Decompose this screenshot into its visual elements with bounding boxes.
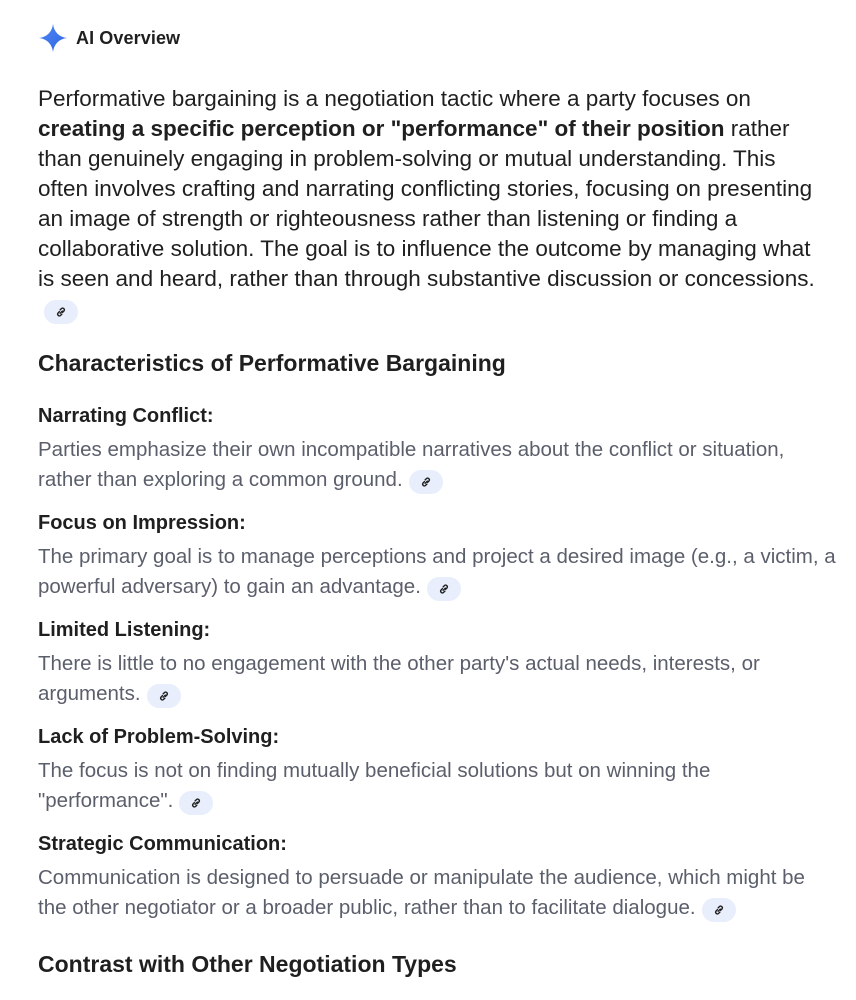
intro-text-part2: rather than genuinely engaging in problem-solving or mutual understanding. This often involves crafting and narrating conflicting stories, focusing on presenting an image of strength or righteousness rather than listening or finding a collaborative solution. The goal is to influence the outcome by managing what is seen and heard, rather than through substantive discussion or concessions. xyxy=(38,116,815,291)
citation-link-button[interactable] xyxy=(702,898,736,922)
characteristics-heading: Characteristics of Performative Bargaining xyxy=(38,350,506,376)
link-icon xyxy=(437,582,451,596)
characteristic-description xyxy=(38,649,838,709)
characteristic-description-text: The primary goal is to manage perceptions and project a desired image (e.g., a victim, a powerful adversary) to gain an advantage. xyxy=(38,545,836,598)
characteristic-description xyxy=(38,435,838,495)
characteristic-description-text: Parties emphasize their own incompatible narratives about the conflict or situation, rather than exploring a common ground. xyxy=(38,438,785,491)
characteristic-title: Strategic Communication: xyxy=(38,833,287,855)
citation-link-button[interactable] xyxy=(179,791,213,815)
citation-link-button[interactable] xyxy=(44,300,78,324)
link-icon xyxy=(712,903,726,917)
ai-overview-header xyxy=(38,22,180,54)
intro-text-bold: creating a specific perception or "performance" of their position xyxy=(38,116,725,141)
link-icon xyxy=(189,796,203,810)
characteristic-description-text: There is little to no engagement with the other party's actual needs, interests, or arguments. xyxy=(38,652,760,705)
sparkle-icon xyxy=(38,23,68,53)
citation-link-button[interactable] xyxy=(147,684,181,708)
characteristic-description xyxy=(38,863,838,923)
characteristic-title: Narrating Conflict: xyxy=(38,405,214,427)
characteristic-description-text: Communication is designed to persuade or manipulate the audience, which might be the other negotiator or a broader public, rather than to facilitate dialogue. xyxy=(38,866,805,919)
citation-link-button[interactable] xyxy=(409,470,443,494)
characteristic-title: Focus on Impression: xyxy=(38,512,246,534)
intro-text-part1: Performative bargaining is a negotiation tactic where a party focuses on xyxy=(38,86,751,111)
intro-paragraph xyxy=(38,84,828,324)
characteristic-description xyxy=(38,756,838,816)
characteristic-description-text: The focus is not on finding mutually beneficial solutions but on winning the "performance". xyxy=(38,759,711,812)
link-icon xyxy=(419,475,433,489)
citation-link-button[interactable] xyxy=(427,577,461,601)
characteristic-title: Lack of Problem-Solving: xyxy=(38,726,280,748)
contrast-heading: Contrast with Other Negotiation Types xyxy=(38,951,457,977)
characteristic-title: Limited Listening: xyxy=(38,619,211,641)
ai-overview-title: AI Overview xyxy=(76,27,181,48)
link-icon xyxy=(157,689,171,703)
characteristic-description xyxy=(38,542,838,602)
link-icon xyxy=(54,305,68,319)
